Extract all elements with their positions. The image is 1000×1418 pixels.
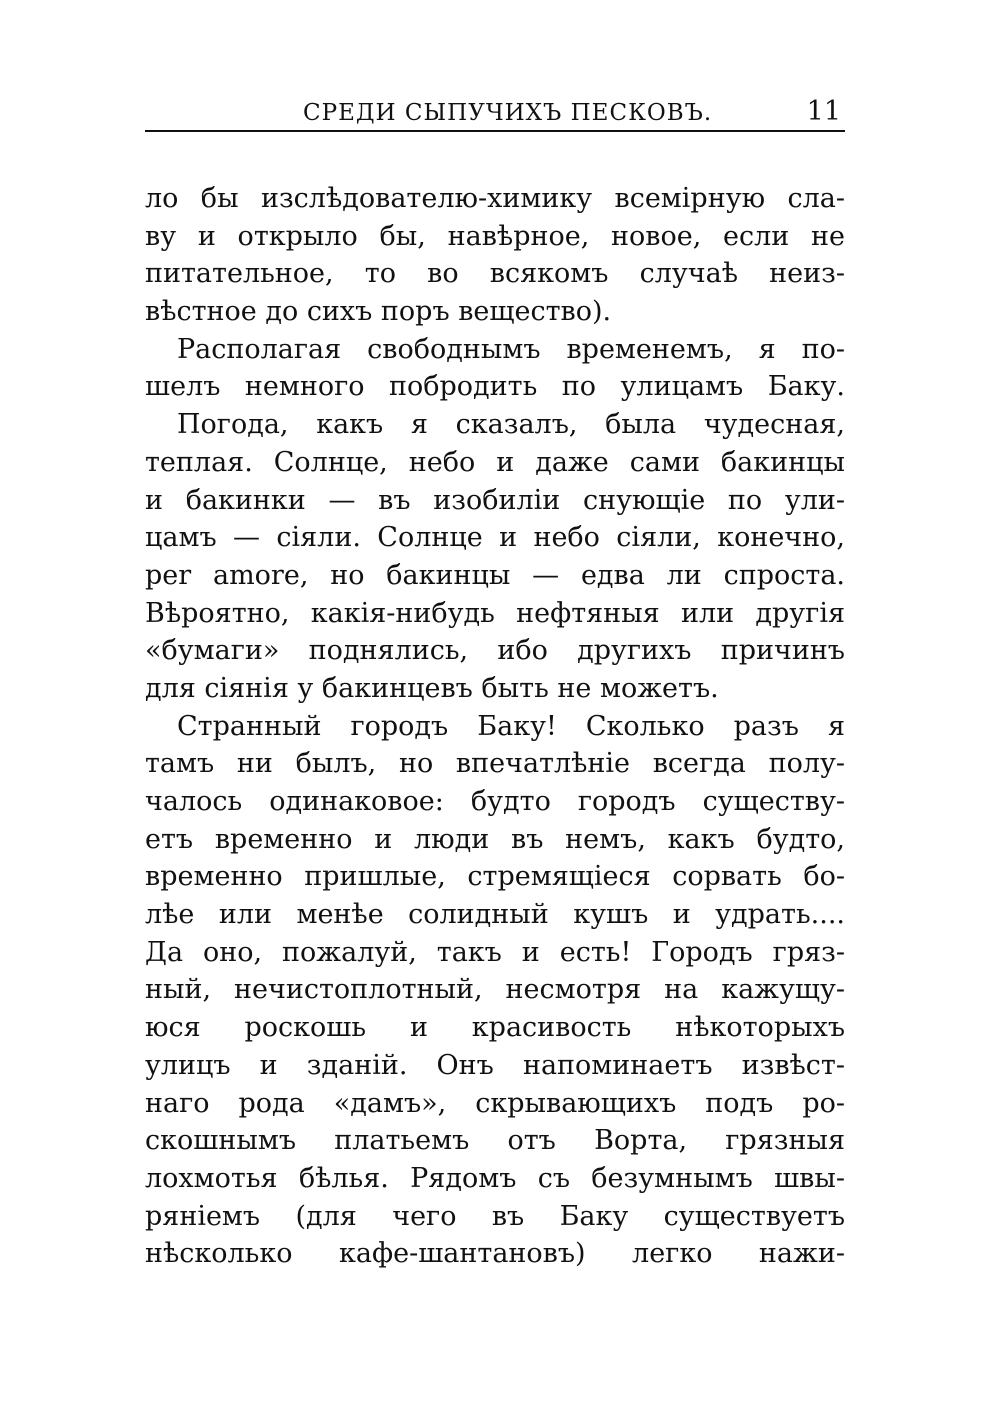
text-line: теплая. Солнце, небо и даже сами бакинцы [145,446,845,478]
text-line: вѣстное до сихъ поръ вещество). [145,296,612,328]
text-line: ло бы изслѣдователю-химику всемірную сла- [145,183,845,214]
text-line: временно пришлые, стремящіеся сорвать бо- [145,861,845,893]
text-line: per amore, но бакинцы — едва ли спроста. [145,559,845,591]
body-text [145,180,845,1273]
text-line: Странный городъ Баку! Сколько разъ я [177,710,845,742]
text-line: нѣсколько кафе-шантановъ) легко нажи- [145,1238,845,1270]
running-title: СРЕДИ СЫПУЧИХЪ ПЕСКОВЪ. [303,100,713,126]
text-line: Располагая свободнымъ временемъ, я по- [177,333,845,365]
text-line: наго рода «дамъ», скрывающихъ подъ ро- [145,1087,845,1119]
text-line: шелъ немного побродить по улицамъ Баку. [145,371,845,403]
text-line: ву и открыло бы, навѣрное, новое, если не [145,220,845,252]
text-line: ный, нечистоплотный, несмотря на кажущу- [145,974,845,1006]
header-rule [145,130,845,132]
text-line: ряніемъ (для чего въ Баку существуетъ [145,1200,845,1232]
text-line: питательное, то во всякомъ случаѣ неиз- [145,258,845,290]
text-line: и бакинки — въ изобиліи снующіе по ули- [145,484,845,516]
text-line: цамъ — сіяли. Солнце и небо сіяли, конечно, [145,522,845,554]
text-line: юся роскошь и красивость нѣкоторыхъ [145,1012,845,1044]
text-line: Да оно, пожалуй, такъ и есть! Городъ гряз- [145,936,845,968]
text-line: улицъ и зданій. Онъ напоминаетъ извѣст- [145,1049,845,1081]
text-line: лохмотья бѣлья. Рядомъ съ безумнымъ швы- [145,1162,845,1194]
text-line: чалось одинаковое: будто городъ существу- [145,786,845,817]
text-line: скошнымъ платьемъ отъ Ворта, грязныя [145,1125,845,1157]
text-line: лѣе или менѣе солидный кушъ и удрать.... [145,899,845,931]
text-line: для сіянія у бакинцевъ быть не можетъ. [145,672,719,704]
text-line: «бумаги» поднялись, ибо другихъ причинъ [145,635,845,667]
text-line: етъ временно и люди въ немъ, какъ будто, [145,823,845,855]
text-line: тамъ ни былъ, но впечатлѣніе всегда полу- [145,748,845,780]
running-head [145,96,845,130]
page-number: 11 [806,96,841,127]
text-line: Вѣроятно, какія-нибудь нефтяныя или другія [145,597,845,629]
text-line: Погода, какъ я сказалъ, была чудесная, [177,409,845,441]
